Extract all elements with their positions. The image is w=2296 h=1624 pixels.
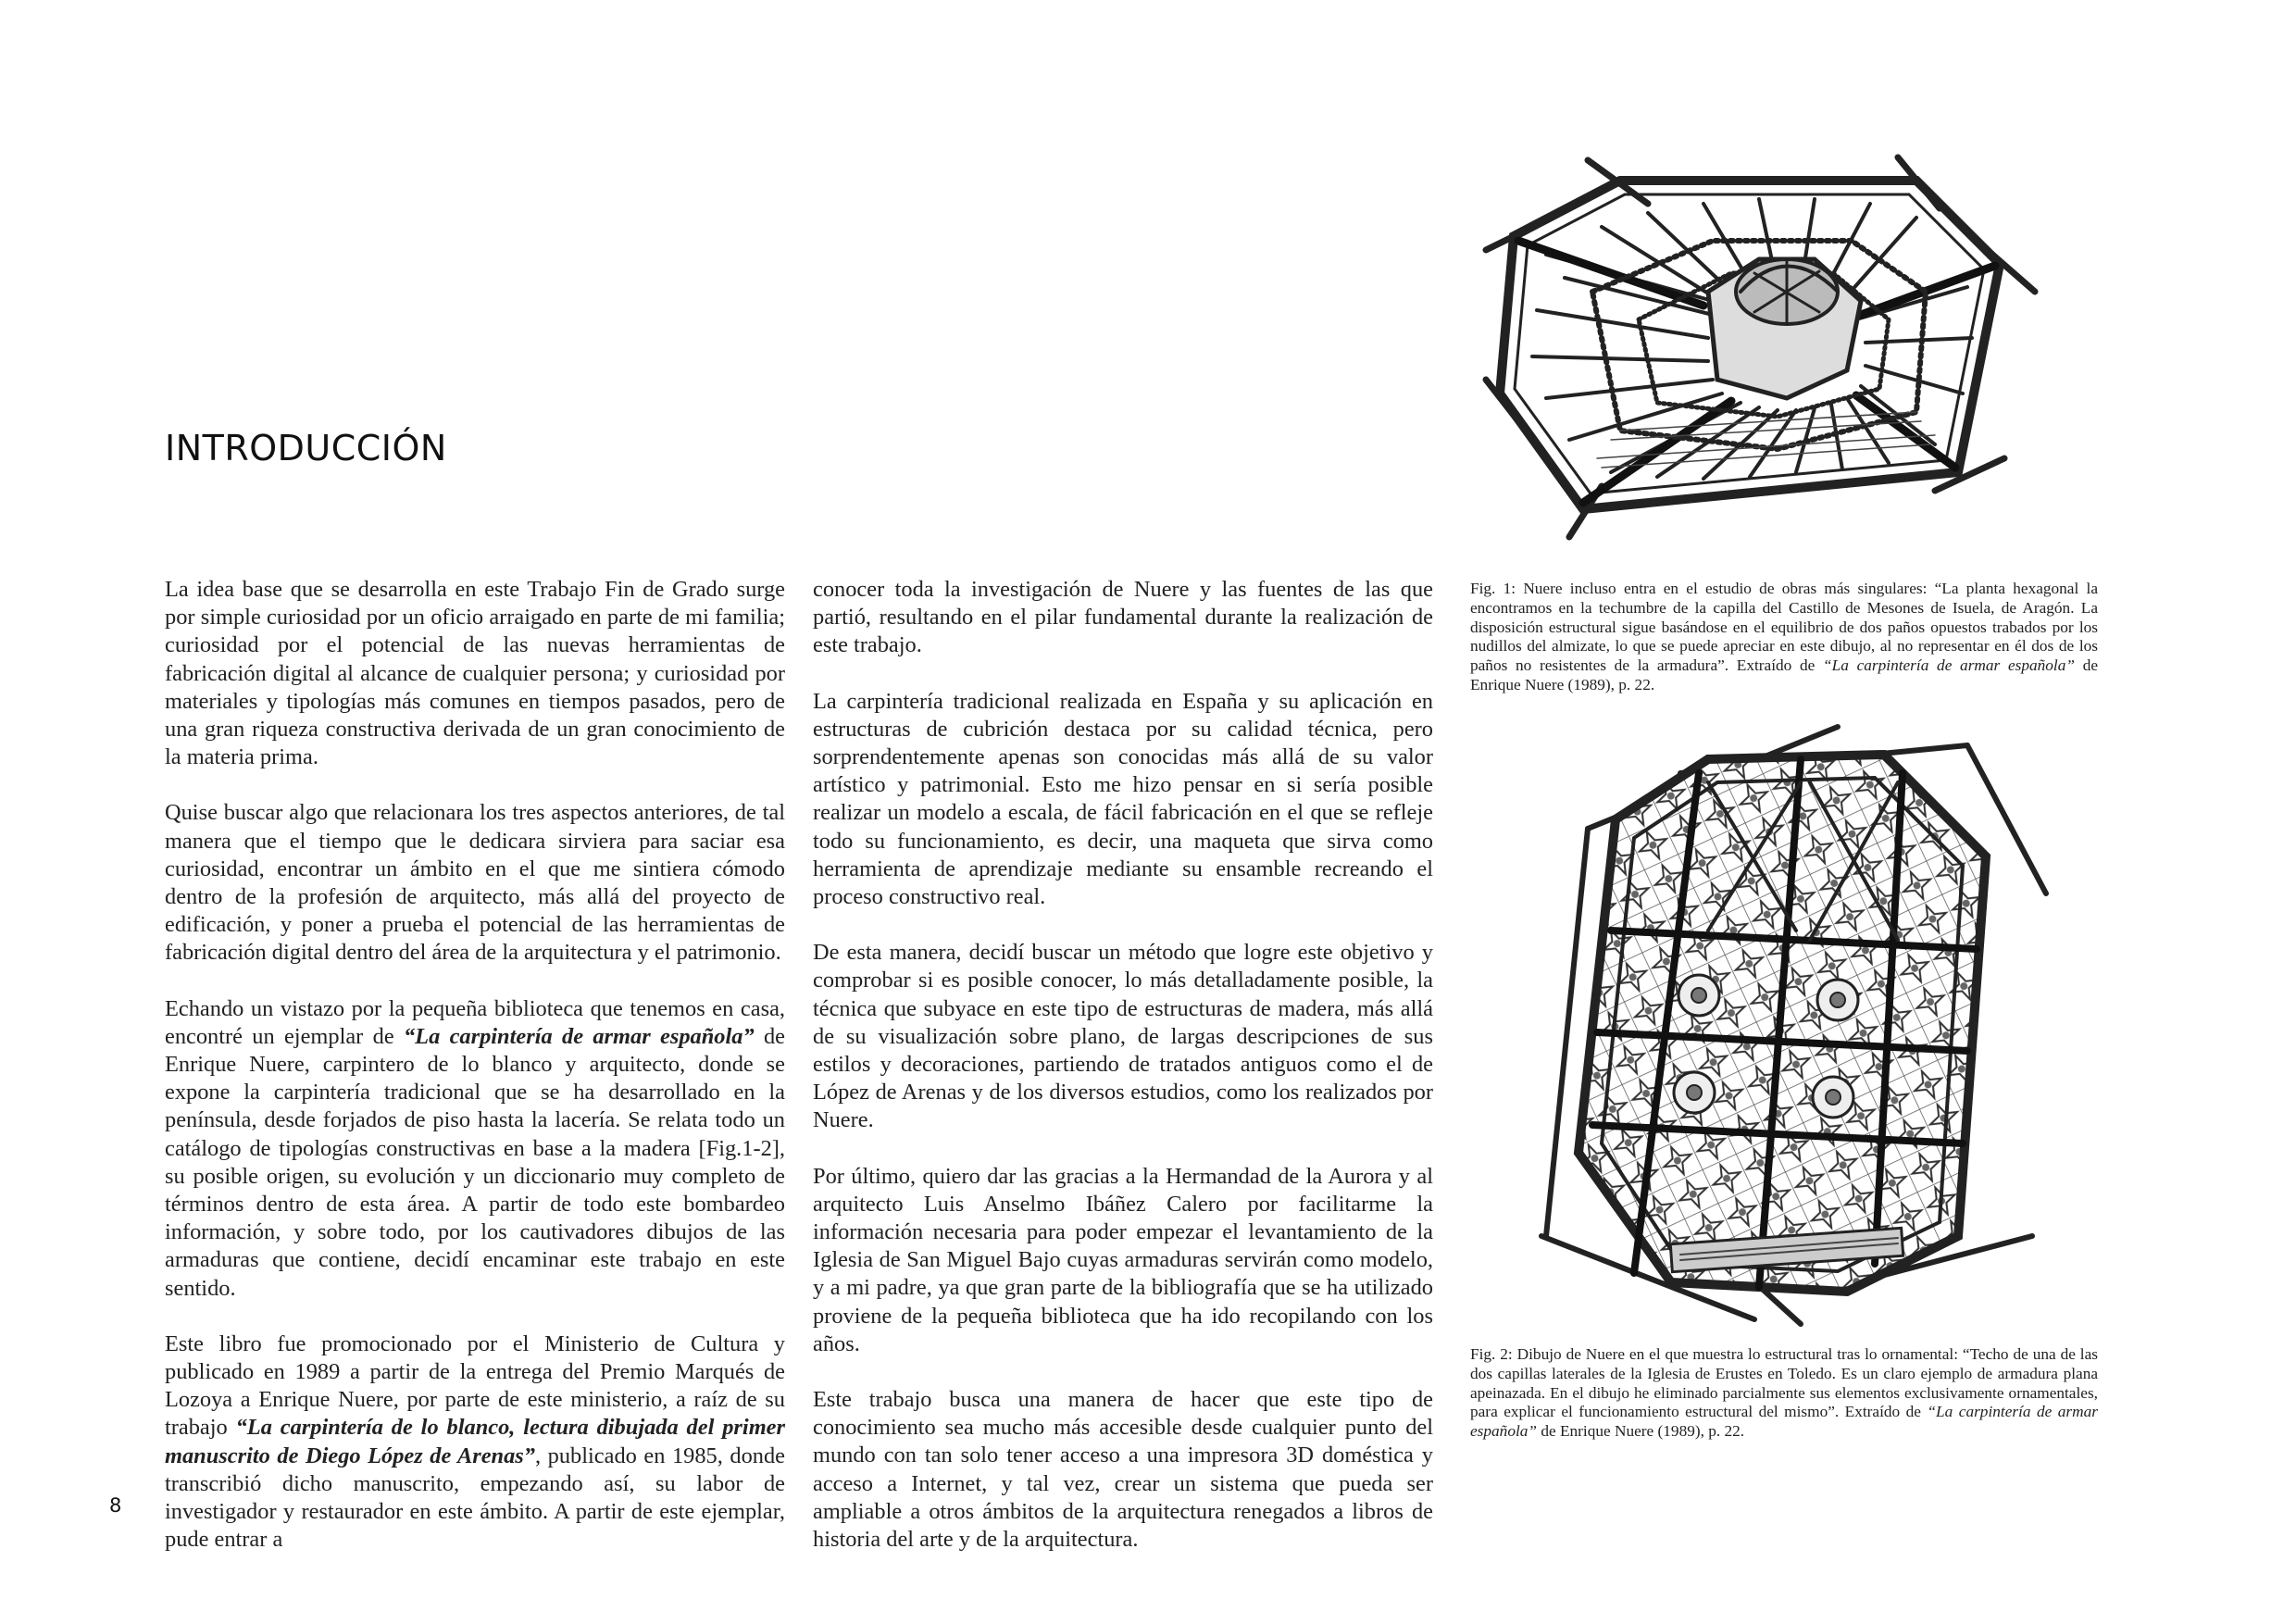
paragraph: Por último, quiero dar las gracias a la Hermandad de la Aurora y al arquitecto Luis Anselmo Ibáñez Calero por facilitarme la información necesaria para poder empezar el levantamiento de la Iglesia de San Miguel Bajo cuyas armaduras servirán como modelo, y a mi padre, ya que gran parte de la bibliografía que se ha utilizado proviene de la pequeña biblioteca que ha ido recopilando con los años. xyxy=(813,1163,1433,1356)
figure-2-caption xyxy=(1470,1345,2098,1442)
caption-book-title: “La carpintería de armar española” xyxy=(1823,656,2075,675)
caption-text: de Enrique Nuere (1989), p. 22. xyxy=(1470,656,2099,693)
text-run: Este libro fue promocionado por el Ministerio de Cultura y publicado en 1989 a partir de la entrega del Premio Marqués de Lozoya a Enrique Nuere, por parte de este ministerio, a raíz de su trabajo xyxy=(165,1330,785,1441)
text-run: Echando un vistazo por la pequeña biblioteca que tenemos en casa, encontré un ejemplar de xyxy=(165,995,785,1049)
caption-text: Fig. 2: Dibujo de Nuere en el que muestra lo estructural tras lo ornamental: “Techo de una de las dos capillas laterales de la Iglesia de Erustes en Toledo. Es un claro ejemplo de armadura plana apeinazada. En el dibujo he eliminado parcialmente sus elementos exclusivamente ornamentales, para explicar el funcionamiento estructural del mismo”. Extraído de xyxy=(1470,1345,2098,1421)
paragraph xyxy=(165,1330,785,1555)
page-title: INTRODUCCIÓN xyxy=(165,428,447,468)
paragraph: Quise buscar algo que relacionara los tres aspectos anteriores, de tal manera que el tiempo que le dedicara sirviera para saciar esa curiosidad, encontrar un ámbito en el que me sintiera cómodo dentro de la profesión de arquitecto, más allá del proyecto de edificación, y poner a prueba el potencial de las herramientas de fabricación digital dentro del área de la arquitectura y el patrimonio. xyxy=(165,800,785,966)
caption-book-title: “La carpintería de armar española” xyxy=(1470,1403,2098,1441)
paragraph xyxy=(165,995,785,1303)
paragraph: De esta manera, decidí buscar un método que logre este objetivo y comprobar si es posible conocer, lo más detalladamente posible, la técnica que subyace en este tipo de estructuras de madera, más allá de su visualización sobre plano, de largas descripciones de sus estilos y decoraciones, partiendo de tratados antiguos como el de López de Arenas y de los diversos estudios, como los realizados por Nuere. xyxy=(813,940,1433,1133)
figure-flat-ceiling-drawing xyxy=(1532,718,2051,1329)
text-column-left xyxy=(165,576,785,1582)
text-run: de Enrique Nuere, carpintero de lo blanco y arquitecto, donde se expone la carpintería tradicional que se ha desarrollado en la península, desde forjados de piso hasta la lacería. Se relata todo un catálogo de tipologías constructivas en base a la madera [Fig.1-2], su posible origen, su evolución y un diccionario muy completo de términos dentro de esta área. A partir de todo este bombardeo información, y sobre todo, por los cautivadores dibujos de las armaduras que contiene, decidí encaminar este trabajo en este sentido. xyxy=(165,1023,785,1301)
text-run: , publicado en 1985, donde transcribió dicho manuscrito, empezando así, su labor de investigador y restaurador en este ámbito. A partir de este ejemplar, pude entrar a xyxy=(165,1443,785,1553)
book-title: “La carpintería de armar española” xyxy=(403,1023,755,1049)
paragraph: Este trabajo busca una manera de hacer que este tipo de conocimiento sea mucho más accesible desde cualquier punto del mundo con tan solo tener acceso a una impresora 3D doméstica y acceso a Internet, y tal vez, crear un sistema que pueda ser ampliable a otros ámbitos de la arquitectura renegados a libros de historia del arte y de la arquitectura. xyxy=(813,1387,1433,1553)
paragraph: La idea base que se desarrolla en este Trabajo Fin de Grado surge por simple curiosidad por un oficio arraigado en parte de mi familia; curiosidad por el potencial de las nuevas herramientas de fabricación digital al alcance de cualquier persona; y curiosidad por materiales y tipologías más comunes en tiempos pasados, pero de una gran riqueza constructiva derivada de un gran conocimiento de la materia prima. xyxy=(165,577,785,770)
page-number: 8 xyxy=(109,1494,122,1517)
caption-text: Fig. 1: Nuere incluso entra en el estudio de obras más singulares: “La planta hexagonal la encontramos en la techumbre de la capilla del Castillo de Mesones de Isuela, de Aragón. La disposición estructural sigue basándose en el equilibrio de dos paños opuestos trabados por los nudillos del almizate, lo que se puede apreciar en este dibujo, al no representar en él dos de los paños no resistentes de la armadura”. Extraído de xyxy=(1470,580,2098,675)
work-title: “La carpintería de lo blanco, lectura dibujada del primer manuscrito de Diego López de Arenas” xyxy=(165,1415,785,1468)
paragraph: conocer toda la investigación de Nuere y las fuentes de las que partió, resultando en el pilar fundamental durante la realización de este trabajo. xyxy=(813,577,1433,658)
paragraph: La carpintería tradicional realizada en España y su aplicación en estructuras de cubrición destaca por su calidad técnica, pero sorprendentemente apenas son conocidas más allá de su valor artístico y patrimonial. Esto me hizo pensar en si sería posible realizar un modelo a escala, de fácil fabricación en el que se refleje todo su funcionamiento, es decir, una maqueta que sirva como herramienta de aprendizaje mediante su ensamble recreando el proceso constructivo real. xyxy=(813,688,1433,910)
figure-hexagonal-roof-drawing xyxy=(1481,153,2046,565)
caption-text: de Enrique Nuere (1989), p. 22. xyxy=(1537,1422,1745,1441)
text-column-right xyxy=(813,576,1433,1581)
figure-1-caption xyxy=(1470,580,2098,695)
